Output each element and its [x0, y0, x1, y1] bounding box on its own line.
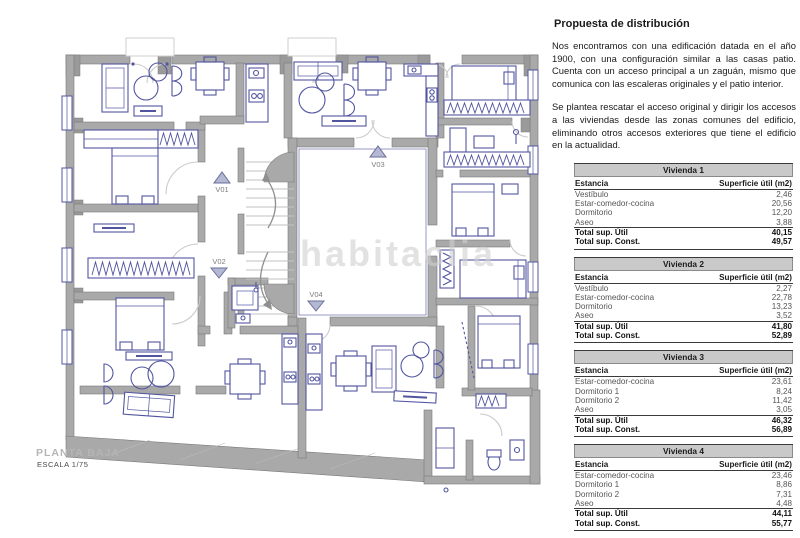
room-row: Vestíbulo 2,27: [575, 283, 792, 293]
room-row: Dormitorio 13,23: [575, 302, 792, 312]
kitchen-1: [246, 64, 268, 122]
bedroom-right-1: [444, 66, 530, 115]
hook-icon: [444, 488, 448, 492]
plan-scale: ESCALA 1/75: [37, 460, 89, 469]
wardrobe-icon: [476, 394, 506, 408]
table-column-headers: [574, 364, 793, 377]
vivienda-title: Vivienda 1: [574, 164, 793, 177]
bed-symbol: [116, 298, 164, 350]
col-superficie: Superficie útil (m2): [719, 178, 792, 188]
sink-icon: [510, 440, 524, 460]
dining-table-symbol: [353, 57, 391, 95]
dining-table-symbol: [331, 351, 371, 391]
room-row: Aseo 4,48: [575, 498, 792, 508]
table-column-headers: [574, 458, 793, 471]
room-row: Aseo 3,52: [575, 311, 792, 321]
bed-symbol: [112, 148, 158, 204]
table-column-headers: [574, 177, 793, 190]
col-superficie: Superficie útil (m2): [719, 366, 792, 376]
bathroom-small: [232, 282, 258, 323]
sideboard-symbol: [126, 352, 172, 360]
watermark: habitaclia: [299, 233, 497, 274]
dining-table-symbol: [191, 57, 229, 95]
room-row: Estar-comedor-cocina 20,56: [575, 199, 792, 209]
svg-text:V04: V04: [309, 290, 323, 299]
svg-text:V02: V02: [212, 257, 226, 266]
room-row: Dormitorio 1 8,24: [575, 386, 792, 396]
sofa-symbol: [102, 64, 128, 112]
dressing-right: [444, 128, 530, 167]
bed-symbol: [478, 316, 520, 368]
marker-v03: [370, 146, 386, 169]
col-estancia: Estancia: [575, 272, 609, 282]
sofa-symbol: [294, 62, 342, 80]
vivienda-title: Vivienda 3: [574, 351, 793, 364]
col-estancia: Estancia: [575, 460, 609, 470]
marker-v02: [211, 257, 227, 278]
room-row: Aseo 3,88: [575, 217, 792, 227]
vivienda-table: [574, 444, 793, 531]
vivienda-title: Vivienda 4: [574, 445, 793, 458]
total-row: Total sup. Útil 41,80: [575, 321, 792, 331]
bed-symbol: [452, 66, 516, 102]
kitchen-3: [282, 334, 298, 404]
total-row: Total sup. Const. 52,89: [575, 331, 792, 341]
room-row: Vestíbulo 2,46: [575, 189, 792, 199]
sideboard-symbol: [94, 224, 134, 232]
marker-v04: [308, 290, 324, 311]
room-row: Estar-comedor-cocina 22,78: [575, 292, 792, 302]
toilet-icon: [487, 450, 501, 470]
proposal-panel: [552, 18, 796, 538]
vivienda-table: [574, 257, 793, 344]
bedroom-bottom-left: [116, 298, 164, 350]
col-estancia: Estancia: [575, 366, 609, 376]
room-row: Dormitorio 2 7,31: [575, 489, 792, 499]
armchair-symbol: [172, 66, 182, 96]
sideboard-symbol: [394, 391, 436, 403]
table-column-headers: [574, 271, 793, 284]
bedroom-bottom-right: [478, 316, 520, 368]
vivienda-table: [574, 350, 793, 437]
total-row: Total sup. Const. 56,89: [575, 424, 792, 434]
panel-paragraph-2: Se plantea rescatar el acceso original y dirigir los accesos a las viviendas desde las zonas comunes del edificio, eliminando otros accesos exteriores que tiene el edificio en la actualidad.: [552, 101, 796, 151]
total-row: Total sup. Útil 44,11: [575, 509, 792, 519]
svg-text:V03: V03: [371, 160, 385, 169]
room-row: Dormitorio 12,20: [575, 208, 792, 218]
panel-paragraph-1: Nos encontramos con una edificación datada en el año 1900, con una configuración similar a las casas patio. Cuenta con un acceso principal a un zaguán, mismo que comunica con las escaleras originales y el patio interior.: [552, 40, 796, 89]
col-superficie: Superficie útil (m2): [719, 460, 792, 470]
total-row: Total sup. Útil 46,32: [575, 415, 792, 425]
dining-table-symbol: [225, 359, 265, 399]
vivienda-tables: [574, 163, 793, 531]
chair-symbol: [104, 364, 113, 382]
panel-title: Propuesta de distribución: [554, 18, 690, 30]
living-room-2-furniture: [294, 57, 438, 136]
svg-text:V01: V01: [215, 185, 229, 194]
room-row: Estar-comedor-cocina 23,61: [575, 377, 792, 387]
sideboard-symbol: [322, 116, 366, 126]
sofa-symbol: [123, 392, 174, 417]
room-row: Dormitorio 1 8,86: [575, 480, 792, 490]
vivienda-title: Vivienda 2: [574, 258, 793, 271]
table-rows: [574, 471, 793, 528]
room-row: Dormitorio 2 11,42: [575, 395, 792, 405]
room-row: Aseo 3,05: [575, 405, 792, 415]
vivienda-table: [574, 163, 793, 250]
table-rows: [574, 377, 793, 434]
table-rows: [574, 284, 793, 341]
living-room-4-furniture: [306, 322, 474, 410]
kitchen-2: [404, 64, 438, 136]
col-estancia: Estancia: [575, 178, 609, 188]
bed-symbol: [452, 184, 494, 236]
table-rows: [574, 190, 793, 247]
kitchen-4: [306, 334, 322, 410]
bedroom-right-2: [452, 184, 518, 236]
total-row: Total sup. Const. 49,57: [575, 237, 792, 247]
marker-v01: [214, 172, 230, 194]
sideboard-symbol: [134, 106, 162, 116]
armchair-symbol: [344, 84, 355, 116]
plan-title: PLANTA BAJA: [36, 447, 120, 459]
total-row: Total sup. Const. 55,77: [575, 518, 792, 528]
sofa-symbol: [372, 346, 396, 392]
col-superficie: Superficie útil (m2): [719, 272, 792, 282]
total-row: Total sup. Útil 40,15: [575, 227, 792, 237]
room-row: Estar-comedor-cocina 23,46: [575, 471, 792, 481]
